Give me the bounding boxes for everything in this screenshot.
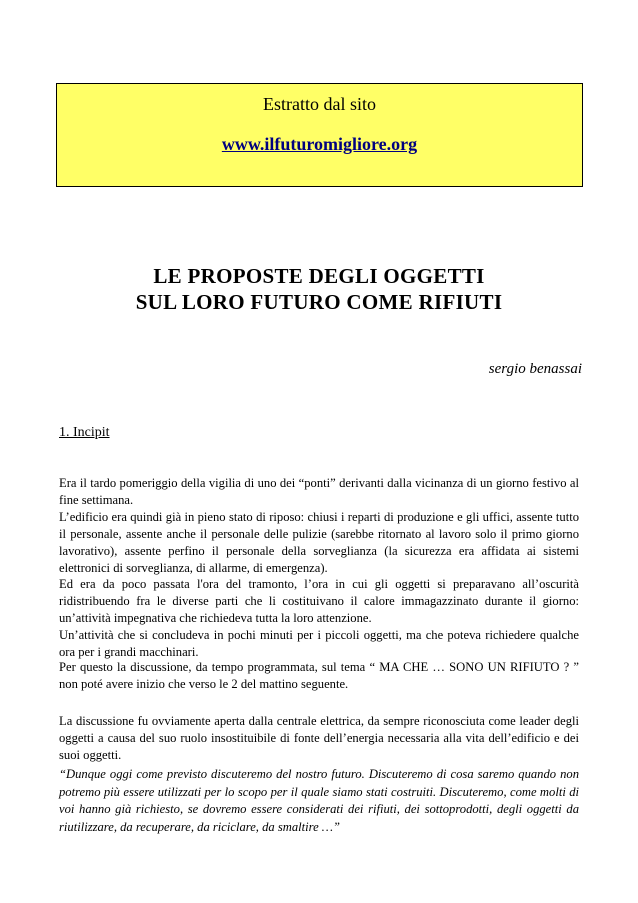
paragraph-2a: Ed era da poco passata l'ora del tramonto, l’ora in cui gli oggetti si preparavano all’oscurità ridistribuendo fra le diverse parti che li costituivano il calore immagazzinato durante il giorno: un’attività impegnativa che richiedeva tutta la loro attenzione. [59,577,579,625]
source-banner [56,83,583,187]
site-link[interactable]: www.ilfuturomigliore.org [221,134,418,154]
author-name: sergio benassai [488,361,582,377]
paragraph-3 [59,659,579,693]
document-title-line-2: SUL LORO FUTURO COME RIFIUTI [135,290,503,314]
paragraph-1 [59,475,579,577]
paragraph-5-quote [59,766,579,836]
paragraph-2b: Un’attività che si concludeva in pochi minuti per i piccoli oggetti, ma che poteva richiedere qualche ora per i grandi macchinari. [59,628,579,659]
paragraph-4 [59,713,579,764]
section-heading: 1. Incipit [59,425,110,440]
paragraph-1a: Era il tardo pomeriggio della vigilia di uno dei “ponti” derivanti dalla vicinanza di un giorno festivo al fine settimana. [59,476,579,507]
paragraph-4-text: La discussione fu ovviamente aperta dalla centrale elettrica, da sempre riconosciuta come leader degli oggetti a causa del suo ruolo insostituibile di fonte dell’energia necessaria alla vita dell’edificio e dei suoi oggetti. [59,714,579,762]
document-title-line-1: LE PROPOSTE DEGLI OGGETTI [153,264,485,288]
paragraph-1b: L’edificio era quindi già in pieno stato di riposo: chiusi i reparti di produzione e gli uffici, assente tutto il personale, assente anche il personale delle pulizie (sarebbe ritornato al lavoro solo il primo giorno lavorativo), assente perfino il personale della sorveglianza (la sicurezza era affidata ai sistemi elettronici di sorveglianza, di allarme, di emergenza). [59,510,579,575]
paragraph-2 [59,576,579,661]
banner-link-row [57,134,582,155]
paragraph-3-text: Per questo la discussione, da tempo programmata, sul tema “ MA CHE … SONO UN RIFIUTO ? ” non poté avere inizio che verso le 2 del mattino seguente. [59,660,579,691]
paragraph-5-text: “Dunque oggi come previsto discuteremo del nostro futuro. Discuteremo di cosa saremo quando non potremo più essere utilizzati per lo scopo per il quale siamo stati costruiti. Discuteremo, come molti di voi hanno già richiesto, se dovremo essere considerati dei rifiuti, dei sottoprodotti, degli oggetti da riutilizzare, da recuperare, da riciclare, da smaltire …” [59,767,579,834]
banner-caption: Estratto dal sito [263,94,376,114]
